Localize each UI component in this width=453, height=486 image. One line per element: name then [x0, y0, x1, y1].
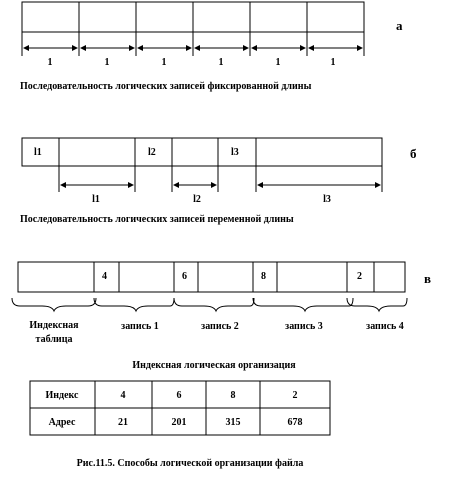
section-c	[12, 262, 431, 371]
letter-b: б	[410, 146, 417, 161]
record-label-1: запись 1	[121, 321, 159, 332]
index-table-label-line1: Индексная	[29, 320, 79, 331]
length-box-2: l2	[148, 147, 156, 158]
index-key-3: 8	[261, 271, 266, 282]
segment-label-a4: 1	[218, 57, 224, 68]
letter-c: в	[424, 271, 432, 286]
caption-c: Индексная логическая организация	[132, 360, 296, 371]
segment-label-a1: 1	[47, 57, 53, 68]
segment-label-a3: 1	[161, 57, 167, 68]
figure-caption: Рис.11.5. Способы логической организации файла	[76, 458, 304, 469]
fixed-ticks	[22, 32, 364, 56]
index-key-2: 6	[182, 271, 187, 282]
table-cell: 4	[120, 390, 126, 401]
segment-label-b1: l1	[92, 194, 100, 205]
section-b	[20, 138, 417, 225]
table-header-address: Адрес	[48, 417, 76, 428]
section-a	[20, 2, 403, 92]
segment-label-a5: 1	[275, 57, 281, 68]
table-cell: 6	[176, 390, 182, 401]
table-header-index: Индекс	[45, 390, 79, 401]
letter-a: а	[396, 18, 403, 33]
index-key-1: 4	[102, 271, 107, 282]
table-cell: 8	[230, 390, 236, 401]
caption-a: Последовательность логических записей фиксированной длины	[20, 81, 312, 92]
index-key-4: 2	[357, 271, 362, 282]
table-cell: 315	[225, 417, 241, 428]
segment-label-b3: l3	[323, 194, 331, 205]
record-label-3: запись 3	[285, 321, 323, 332]
record-label-2: запись 2	[201, 321, 239, 332]
table-cell: 21	[118, 417, 128, 428]
length-box-3: l3	[231, 147, 239, 158]
table-cell: 678	[287, 417, 303, 428]
segment-label-a2: 1	[104, 57, 110, 68]
caption-b: Последовательность логических записей переменной длины	[20, 214, 294, 225]
length-box-1: l1	[34, 147, 42, 158]
table-cell: 201	[171, 417, 187, 428]
variable-records-strip	[22, 138, 382, 166]
segment-label-b2: l2	[193, 194, 201, 205]
index-table-label-line2: таблица	[35, 334, 73, 345]
table-cell: 2	[292, 390, 298, 401]
segment-label-a6: 1	[330, 57, 336, 68]
index-address-table	[30, 381, 330, 435]
variable-ticks	[59, 166, 382, 192]
record-braces	[12, 298, 407, 311]
record-label-4: запись 4	[366, 321, 404, 332]
